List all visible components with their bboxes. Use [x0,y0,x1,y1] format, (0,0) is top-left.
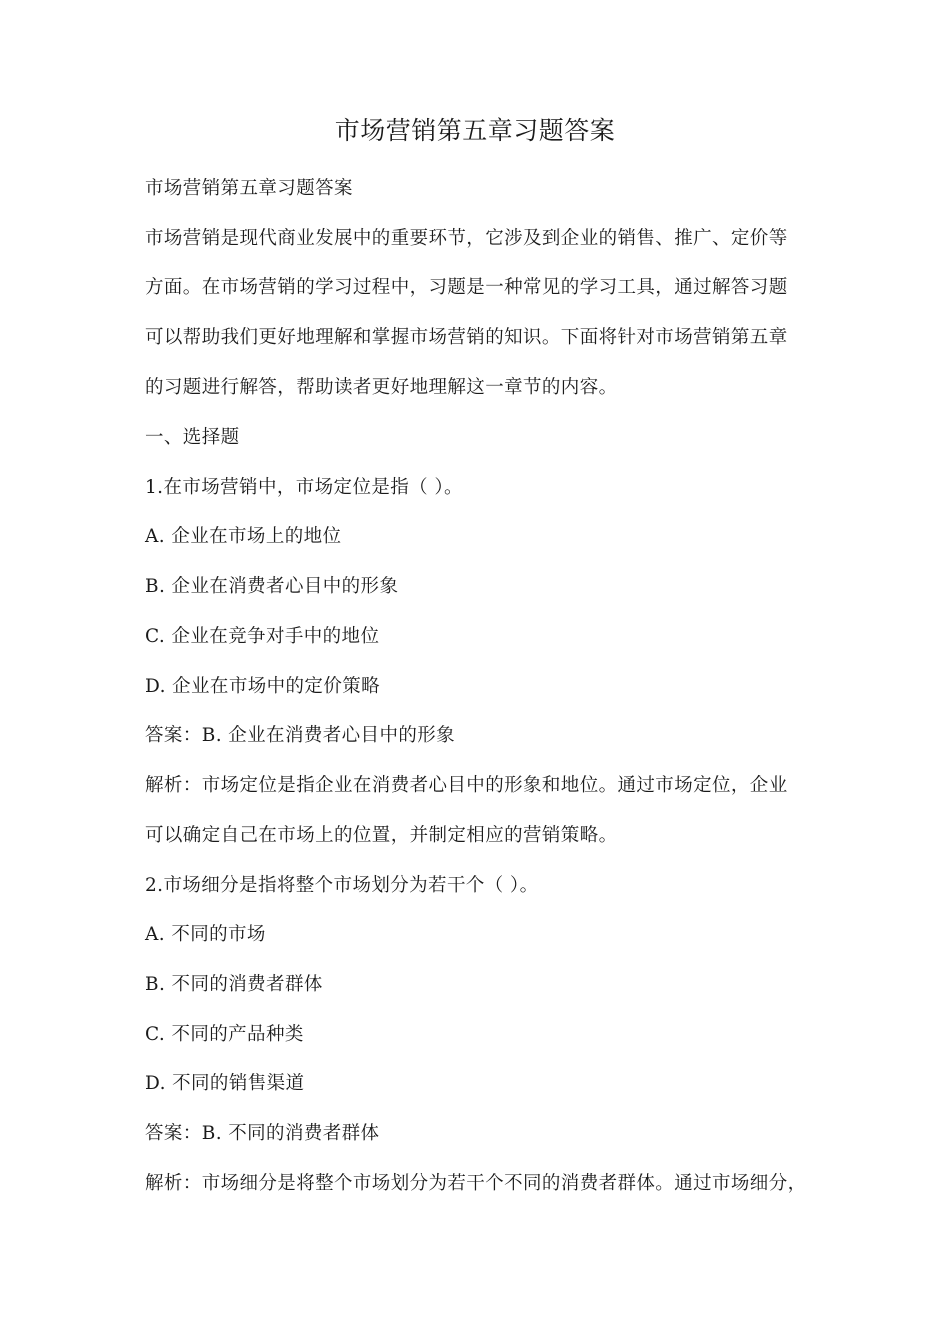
intro-line: 方面。在市场营销的学习过程中，习题是一种常见的学习工具，通过解答习题 [145,277,788,298]
question-2-option-b: B. 不同的消费者群体 [145,974,323,995]
intro-line: 市场营销是现代商业发展中的重要环节，它涉及到企业的销售、推广、定价等 [145,228,788,249]
document-title: 市场营销第五章习题答案 [334,116,616,145]
intro-line: 的习题进行解答，帮助读者更好地理解这一章节的内容。 [145,377,618,398]
question-1-option-c: C. 企业在竞争对手中的地位 [145,626,380,647]
question-1-answer: 答案：B. 企业在消费者心目中的形象 [145,725,456,746]
question-2: 2.市场细分是指将整个市场划分为若干个（ ）。 [145,875,539,896]
question-2-option-a: A. 不同的市场 [145,924,266,945]
question-1: 1.在市场营销中，市场定位是指（ ）。 [145,477,463,498]
question-2-option-c: C. 不同的产品种类 [145,1024,304,1045]
question-2-answer: 答案：B. 不同的消费者群体 [145,1123,380,1144]
question-1-option-d: D. 企业在市场中的定价策略 [145,676,381,697]
question-1-analysis-line: 可以确定自己在市场上的位置，并制定相应的营销策略。 [145,825,618,846]
question-2-option-d: D. 不同的销售渠道 [145,1073,305,1094]
document-subtitle: 市场营销第五章习题答案 [145,178,353,199]
question-1-option-b: B. 企业在消费者心目中的形象 [145,576,399,597]
question-1-option-a: A. 企业在市场上的地位 [145,526,342,547]
question-2-analysis-line: 解析：市场细分是将整个市场划分为若干个不同的消费者群体。通过市场细分， [145,1173,807,1194]
question-1-analysis-line: 解析：市场定位是指企业在消费者心目中的形象和地位。通过市场定位，企业 [145,775,788,796]
intro-line: 可以帮助我们更好地理解和掌握市场营销的知识。下面将针对市场营销第五章 [145,327,788,348]
section-heading: 一、选择题 [145,427,240,448]
